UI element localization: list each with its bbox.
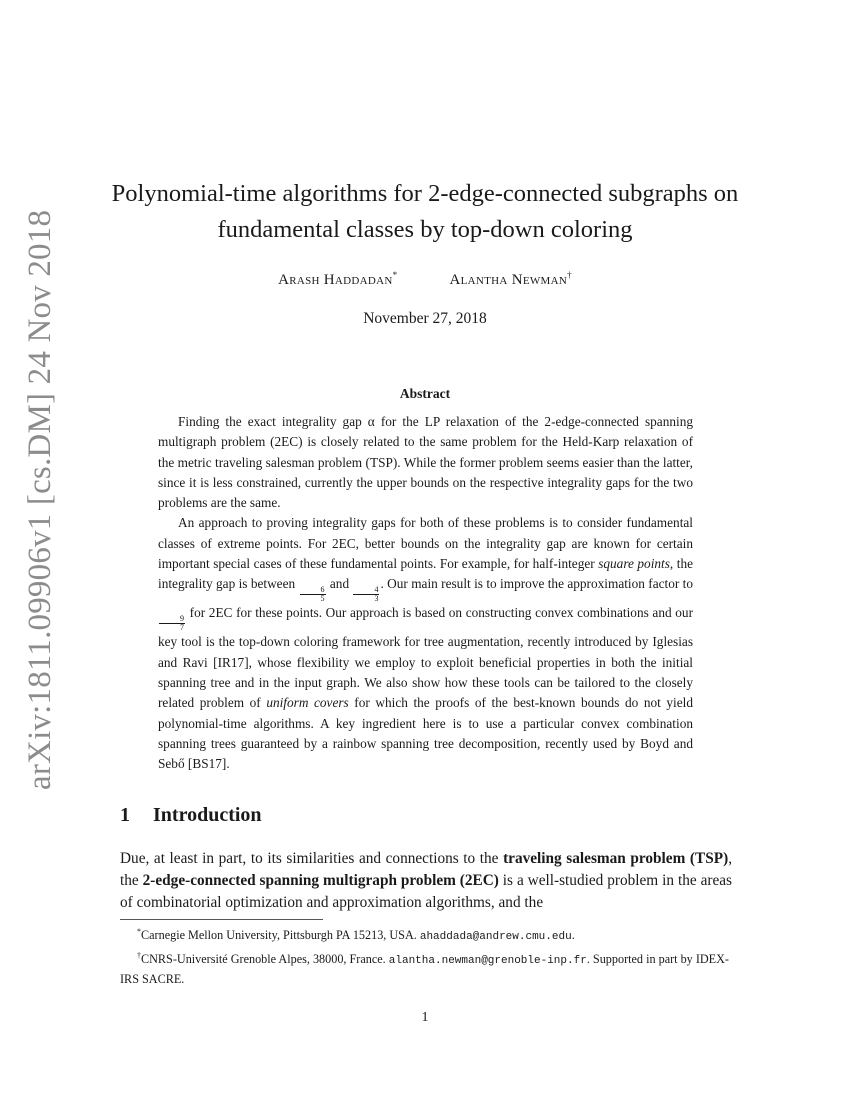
arxiv-identifier-stamp: arXiv:1811.09906v1 [cs.DM] 24 Nov 2018 (22, 209, 58, 790)
numerator: 9 (159, 615, 185, 624)
footnote-text: . (571, 928, 575, 943)
abstract-body (158, 412, 693, 774)
author-name: Arash Haddadan (278, 272, 393, 288)
paper-title (110, 176, 740, 248)
footnote-mark: * (137, 927, 141, 936)
abstract-paragraph-2 (158, 513, 693, 774)
abstract-paragraph-1: Finding the exact integrality gap α for the LP relaxation of the 2-edge-connected spanning multigraph problem (2EC) is closely related to the same problem for the Held-Karp relaxation of the metric traveling salesman problem (TSP). While the former problem seems easier than the latter, since it is less constrained, currently the upper bounds on the respective integrality gaps for the two problems are the same. (158, 414, 693, 511)
emphasis-term: uniform covers (266, 695, 349, 711)
author-list (110, 270, 740, 289)
text-span: for 2EC for these points. Our approach is based on constructing convex combinations and our key tool is the top-down coloring framework for tree augmentation, recently introduced by Iglesias and Ravi [IR17], whose flexibility we employ to exploit beneficial properties in both the initial spanning tree and in the input graph. We also show how these tools can be tailored to the closely related problem of (158, 605, 693, 711)
footnote-divider (120, 919, 323, 920)
abstract-heading: Abstract (399, 386, 451, 401)
footnote-text: CNRS-Université Grenoble Alpes, 38000, France. (141, 951, 389, 966)
fraction (353, 586, 379, 603)
text-span: , the (120, 850, 733, 889)
page-number: 1 (421, 1010, 429, 1025)
section-heading (120, 804, 262, 827)
emphasis-term: square points (598, 556, 670, 572)
introduction-text (120, 848, 732, 914)
text-span: An approach to proving integrality gaps for both of these problems is to consider fundamental classes of extreme points. For 2EC, better bounds on the integrality gap are known for certain important special cases of these fundamental points. For example, for half-integer (158, 515, 693, 572)
text-span: for which the proofs of the best-known bounds do not yield polynomial-time algorithms. A key ingredient here is to use a particular convex combination spanning trees guaranteed by a rainbow spanning tree decomposition, recently used by Boyd and Sebő [BS17]. (158, 695, 693, 772)
section-title: Introduction (153, 804, 262, 826)
bold-term: traveling salesman problem (TSP) (503, 850, 729, 867)
fraction (300, 586, 326, 603)
text-span: , the integrality gap is between (158, 556, 693, 592)
denominator: 5 (320, 594, 325, 604)
author-1 (278, 270, 397, 289)
fraction (159, 615, 185, 632)
footnotes (120, 923, 732, 989)
footnote-2 (120, 947, 732, 989)
footnote-mark: † (137, 950, 141, 960)
text-span: is a well-studied problem in the areas of combinatorial optimization and approximation algorithms, and the (120, 872, 732, 911)
title-line-1: Polynomial-time algorithms for 2-edge-connected subgraphs on (111, 180, 739, 207)
section-number: 1 (120, 804, 130, 826)
author-name: Alantha Newman (449, 272, 568, 288)
numerator: 6 (300, 586, 326, 595)
text-span: . Our main result is to improve the approximation factor to (380, 576, 693, 592)
text-span: Due, at least in part, to its similarities and connections to the (120, 850, 504, 867)
email-link[interactable]: ahaddada@andrew.cmu.edu (419, 931, 572, 944)
numerator: 4 (353, 586, 379, 595)
bold-term: 2-edge-connected spanning multigraph problem (2EC) (142, 872, 499, 889)
author-2 (450, 270, 572, 289)
footnote-text: . Supported in part by IDEX-IRS SACRE. (120, 951, 729, 987)
title-line-2: fundamental classes by top-down coloring (217, 216, 633, 243)
denominator: 7 (180, 623, 184, 633)
footnote-1 (120, 923, 732, 947)
footnote-mark: † (567, 270, 572, 280)
publication-date: November 27, 2018 (363, 310, 487, 327)
denominator: 3 (374, 594, 379, 604)
text-span: and (326, 576, 353, 592)
footnote-text: Carnegie Mellon University, Pittsburgh PA 15213, USA. (141, 928, 420, 943)
footnote-mark: * (392, 270, 398, 280)
email-link[interactable]: alantha.newman@grenoble-inp.fr (388, 954, 587, 967)
intro-paragraph (120, 848, 732, 914)
